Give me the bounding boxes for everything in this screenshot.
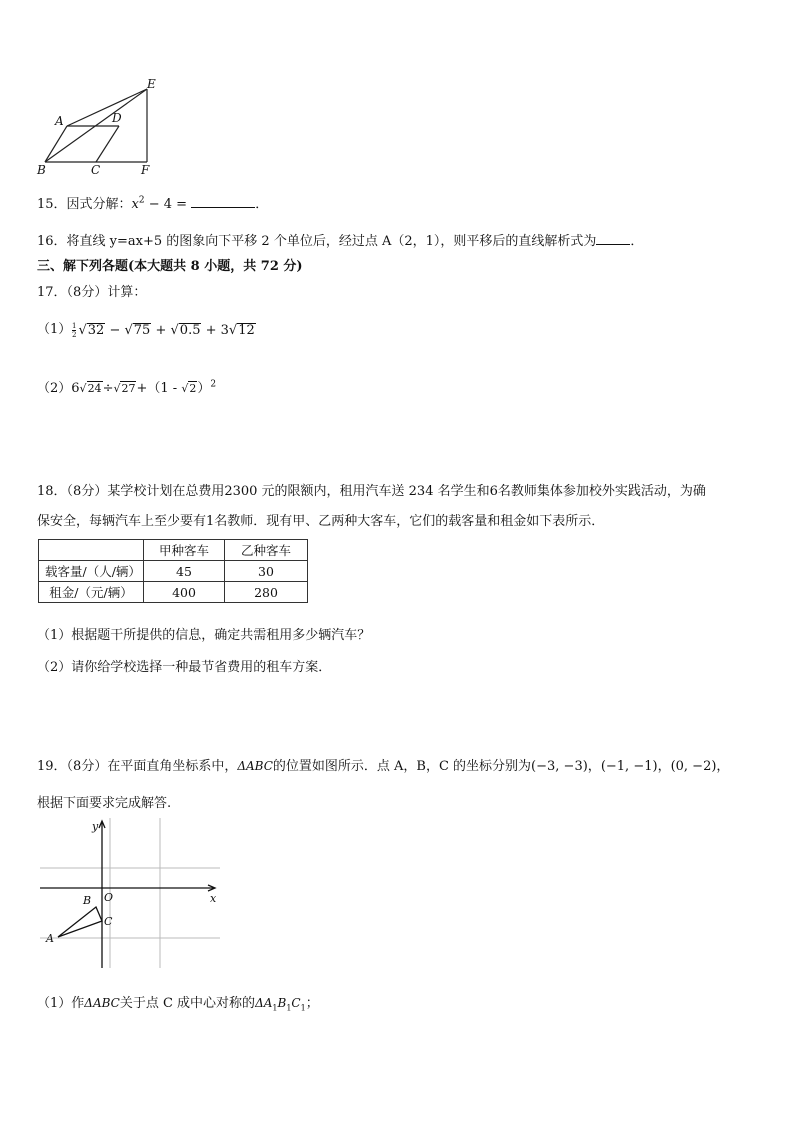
table-cell: 400 [144, 582, 225, 603]
table-row [39, 582, 308, 603]
label-A: A [55, 114, 64, 128]
q17-header: 17．（8分）计算： [37, 285, 147, 300]
q19-text-b: 的位置如图所示．点 A，B，C 的坐标分别为 [272, 759, 532, 774]
table-cell: 280 [225, 582, 308, 603]
q19-text-a: 19．（8分）在平面直角坐标系中， [37, 759, 238, 774]
label-E: E [147, 78, 156, 91]
coordinate-graph [40, 818, 225, 973]
question-15 [37, 193, 268, 212]
radicand-75: 75 [133, 323, 151, 338]
subscript: 1 [286, 1003, 292, 1013]
q19-p1-C: C [291, 996, 301, 1010]
q17-p1-op2: + [151, 323, 171, 338]
q15-expr-exp: 2 [138, 195, 145, 206]
q15-answer-blank[interactable] [191, 195, 255, 208]
point-label-A: A [46, 932, 54, 945]
q17-p2-exp: 2 [210, 379, 217, 390]
q19-p1-triangle: ΔABC [84, 996, 120, 1010]
q19-line1 [37, 755, 729, 774]
q16-text: 16．将直线 y=ax+5 的图象向下平移 2 个单位后，经过点 A（2，1），则平移后的直线解析式为 [37, 234, 597, 249]
q17-p1-op3: + 3 [201, 323, 229, 338]
q19-line1-end: ， [716, 759, 730, 774]
q18-line2: 保安全，每辆汽车上至少要有1名教师．现有甲、乙两种大客车，它们的载客量和租金如下表所示． [37, 514, 605, 529]
radicand-12: 12 [238, 323, 255, 338]
q18-line1: 18．（8分）某学校计划在总费用2300 元的限额内，租用汽车送 234 名学生和6名教师集体参加校外实践活动，为确 [37, 484, 706, 499]
q16-end: ． [630, 234, 644, 249]
q17-p1-label: （1） [37, 322, 72, 337]
q19-p1-end: ； [305, 996, 319, 1011]
coord-sep-1: ， [587, 759, 601, 774]
q17-part2: （2）6√24÷√27+（1 - √2）$^2$ [37, 379, 217, 396]
q17-p1-fraction [72, 322, 76, 339]
label-D: D [112, 111, 122, 125]
q18-part2: （2）请你给学校选择一种最节省费用的租车方案． [37, 660, 332, 675]
coord-C: (0, −2) [670, 759, 717, 774]
table-header-cell [39, 540, 144, 561]
coord-B: (−1, −1) [600, 759, 658, 774]
q17-p2-op1: ÷ [102, 381, 114, 396]
table-cell: 45 [144, 561, 225, 582]
coord-A: (−3, −3) [531, 759, 588, 774]
q19-p1-triangle-A1: ΔA [255, 996, 273, 1010]
parallelogram-figure [35, 78, 165, 178]
axis-label-x: x [210, 892, 217, 905]
q17-p2-close: ） [197, 381, 211, 396]
label-F: F [141, 163, 150, 177]
table-header-cell: 甲种客车 [144, 540, 225, 561]
table-header-cell: 乙种客车 [225, 540, 308, 561]
q19-part1 [37, 992, 319, 1013]
q19-p1-B: B [277, 996, 287, 1010]
q17-p1-op1: − [105, 323, 125, 338]
q17-part1 [37, 318, 71, 337]
question-16 [37, 230, 643, 249]
q17-p1-expression: $\frac{1}{2}$ √32 − √75 + √0.5 + 3√12 [72, 322, 255, 339]
axis-label-y: y [92, 820, 99, 833]
q19-triangle: ΔABC [237, 759, 273, 773]
radicand-27: 27 [121, 382, 136, 395]
q17-p2-label: （2）6 [37, 381, 80, 396]
point-label-B: B [83, 894, 92, 907]
q15-expr-base: x [131, 197, 139, 212]
radicand-24: 24 [87, 382, 102, 395]
subscript: 1 [300, 1003, 306, 1013]
table-header-row [39, 540, 308, 561]
q19-p1-b: 关于点 C 成中心对称的 [119, 996, 256, 1011]
table-cell: 租金/（元/辆） [39, 582, 144, 603]
rental-table [38, 539, 308, 603]
radicand-32: 32 [87, 323, 105, 338]
q19-p1-a: （1）作 [37, 996, 85, 1011]
segment-AE [67, 89, 147, 126]
label-B: B [37, 163, 46, 177]
q15-expr-rest: − 4 = [144, 197, 192, 212]
q16-answer-blank[interactable] [596, 232, 630, 245]
q15-text: 15．因式分解： [37, 197, 132, 212]
segment-AB [45, 126, 67, 162]
q17-p2-op2: +（1 - [136, 381, 182, 396]
segment-CD [96, 126, 119, 162]
subscript: 1 [272, 1003, 278, 1013]
section-3-title: 三、解下列各题(本大题共 8 小题，共 72 分) [37, 259, 303, 274]
q19-line2: 根据下面要求完成解答. [37, 796, 172, 811]
fraction-denominator: 2 [72, 331, 77, 339]
radicand-2: 2 [189, 382, 197, 395]
triangle-ABC [58, 907, 102, 937]
point-label-C: C [104, 915, 113, 928]
q15-end: ． [255, 197, 269, 212]
radicand-0-5: 0.5 [179, 323, 201, 338]
label-C: C [91, 163, 101, 177]
origin-label: O [104, 891, 114, 904]
table-cell: 30 [225, 561, 308, 582]
table-cell: 载客量/（人/辆） [39, 561, 144, 582]
q18-part1: （1）根据题干所提供的信息，确定共需租用多少辆汽车？ [37, 628, 371, 643]
coord-sep-2: ， [657, 759, 671, 774]
fraction-numerator: 1 [72, 322, 77, 330]
table-row [39, 561, 308, 582]
